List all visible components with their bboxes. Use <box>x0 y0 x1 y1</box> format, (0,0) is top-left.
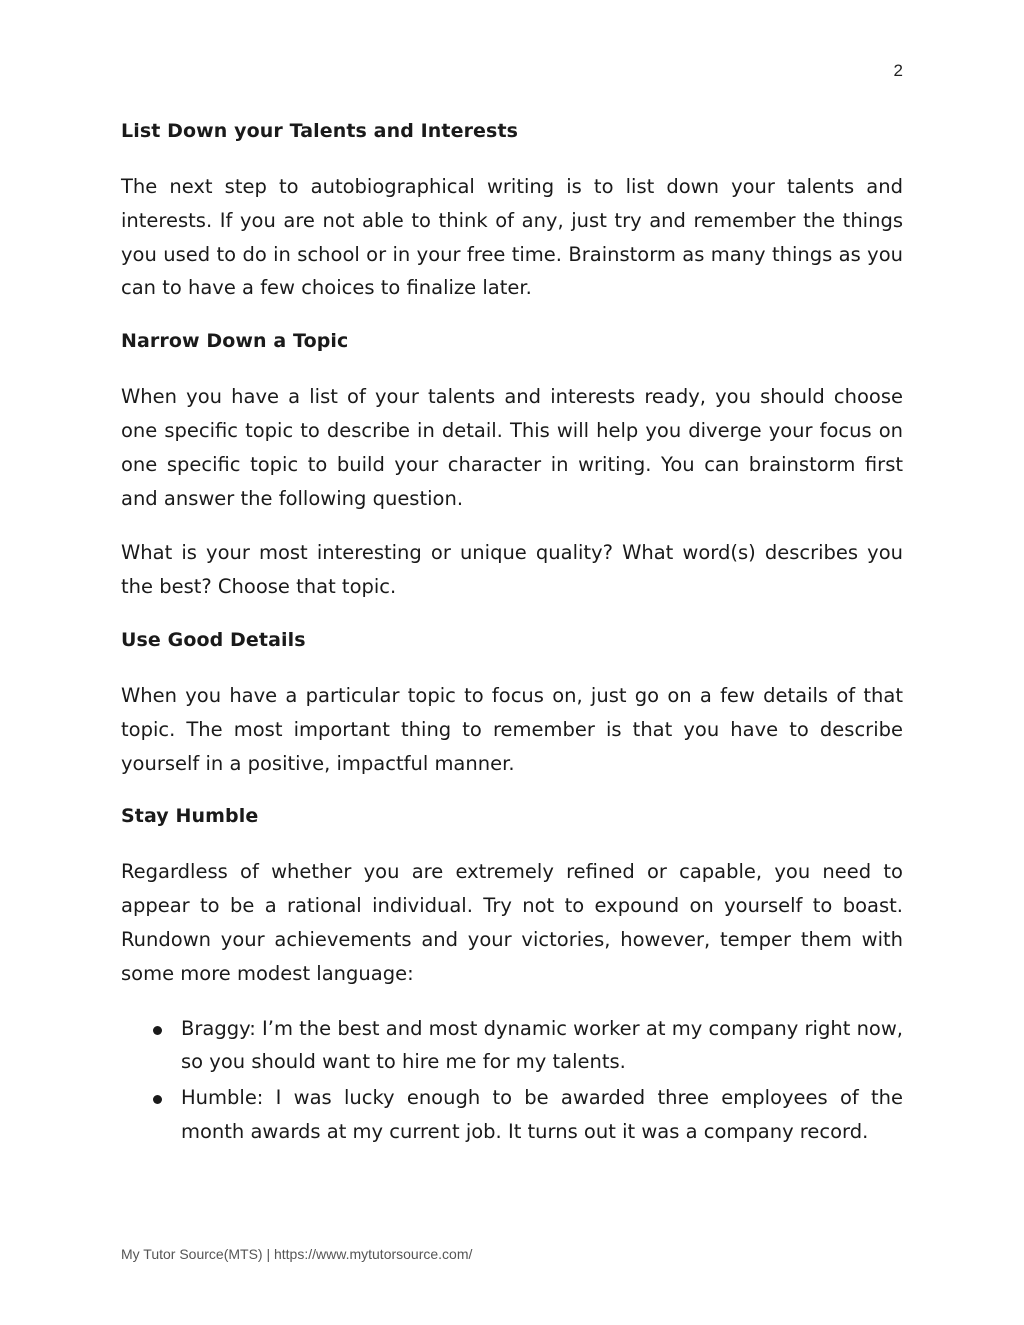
section-heading: List Down your Talents and Interests <box>121 120 519 142</box>
section-heading: Narrow Down a Topic <box>121 330 349 353</box>
section-heading: Stay Humble <box>121 805 259 828</box>
page-number: 2 <box>893 61 903 80</box>
paragraph: When you have a list of your talents and interests ready, you should choose one specific topic to describe in detail. This will help you diverge your focus on one specific topic to build your character in writing. You can brainstorm first and answer the following question. <box>121 385 903 510</box>
bullet-icon <box>153 1026 162 1035</box>
paragraph: Regardless of whether you are extremely refined or capable, you need to appear to be a rational individual. Try not to expound on yourself to boast. Rundown your achievements and your victories, however, temper them with some more modest language: <box>121 860 903 985</box>
list-item-text: Braggy: I’m the best and most dynamic worker at my company right now, so you should want to hire me for my talents. <box>181 1016 903 1074</box>
page-footer: My Tutor Source(MTS) | https://www.mytutorsource.com/ <box>121 1246 473 1262</box>
paragraph: What is your most interesting or unique quality? What word(s) describes you the best? Choose that topic. <box>121 541 903 599</box>
list-item <box>121 1081 903 1149</box>
bullet-list <box>121 1012 903 1149</box>
section-heading: Use Good Details <box>121 628 306 651</box>
bullet-icon <box>153 1095 162 1104</box>
section-narrow-topic <box>121 326 903 604</box>
section-good-details <box>121 625 903 780</box>
section-talents <box>121 116 903 305</box>
document-body <box>121 116 903 1151</box>
list-item <box>121 1012 903 1080</box>
section-stay-humble <box>121 801 903 1148</box>
paragraph: The next step to autobiographical writing is to list down your talents and interests. If you are not able to think of any, just try and remember the things you used to do in school or in your free time. Brainstorm as many things as you can to have a few choices to finalize later. <box>121 175 903 300</box>
paragraph: When you have a particular topic to focus on, just go on a few details of that topic. The most important thing to remember is that you have to describe yourself in a positive, impactful manner. <box>121 683 903 775</box>
list-item-text: Humble: I was lucky enough to be awarded three employees of the month awards at my current job. It turns out it was a company record. <box>181 1086 903 1143</box>
